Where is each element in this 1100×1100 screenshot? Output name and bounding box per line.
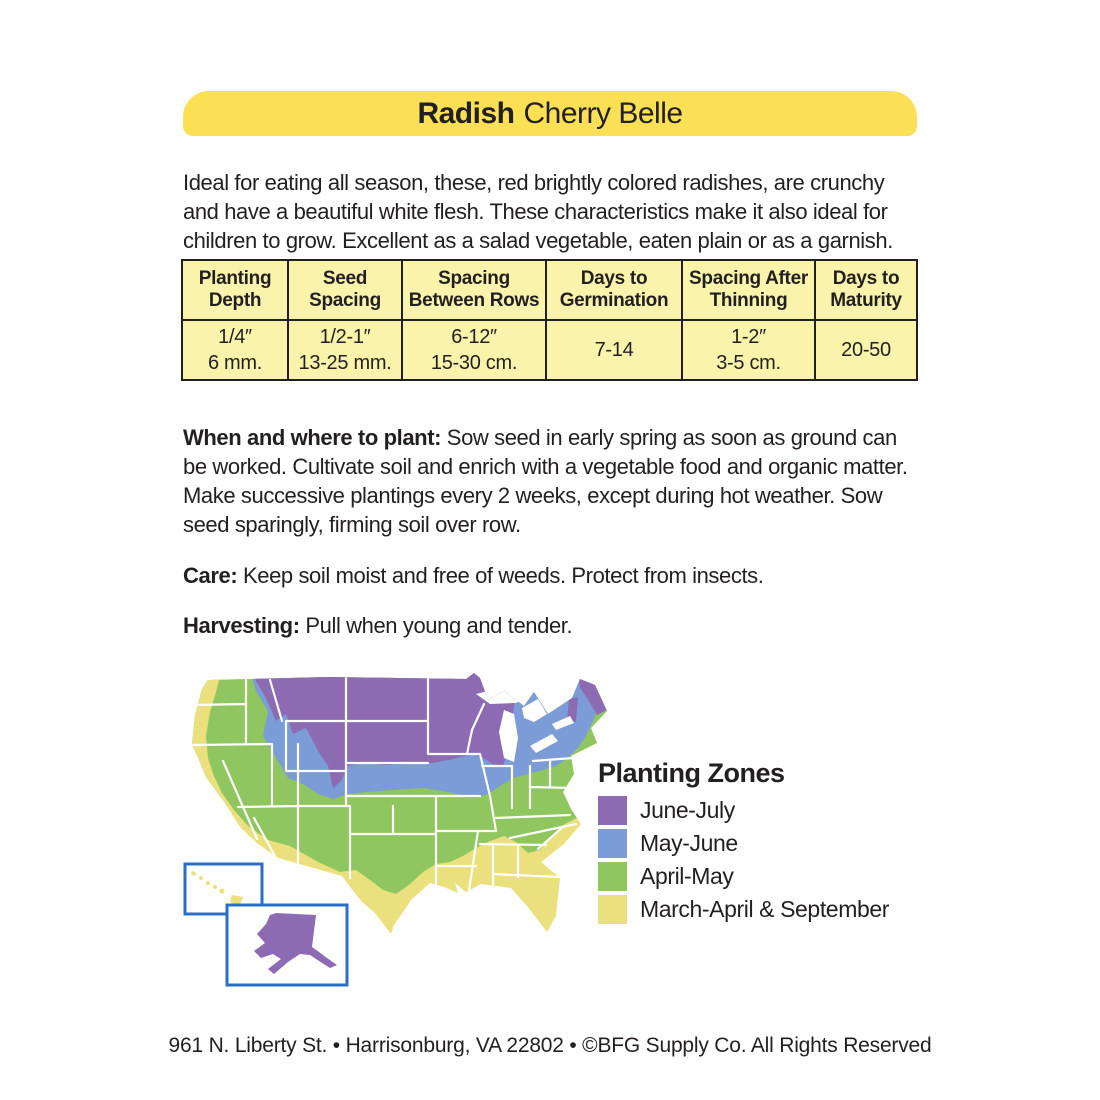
col-spacing-after-thinning: Spacing After Thinning [682, 260, 815, 320]
value-line: 3-5 cm. [716, 352, 781, 374]
legend-item [598, 894, 889, 924]
legend-swatch-june-july [598, 796, 627, 825]
value-line: 6 mm. [207, 352, 263, 374]
value-line: 13-25 mm. [298, 352, 392, 374]
planting-info-table [181, 259, 918, 381]
legend-swatch-april-may [598, 862, 627, 891]
map-legend [598, 758, 889, 927]
legend-item [598, 828, 889, 858]
footer-address: 961 N. Liberty St. • Harrisonburg, VA 22802 • ©BFG Supply Co. All Rights Reserved [168, 1034, 932, 1057]
when-where-paragraph [183, 423, 925, 539]
when-where-text: Sow seed in early spring as soon as ground can be worked. Cultivate soil and enrich with a vegetable food and organic matter. Make successive plantings every 2 weeks, except during hot weather. Sow seed sparingly, firming soil over row. [183, 425, 908, 537]
value-line: 20-50 [841, 339, 891, 361]
value-line: 7-14 [594, 339, 634, 361]
legend-label: May-June [640, 829, 738, 856]
cultivar-name: Cherry Belle [523, 96, 683, 130]
value-days-to-maturity [815, 320, 917, 380]
col-days-to-maturity: Days to Maturity [815, 260, 917, 320]
col-days-to-germination: Days to Germination [546, 260, 682, 320]
value-line: 1/4″ [218, 326, 252, 348]
when-where-label: When and where to plant: [183, 425, 442, 450]
description-paragraph: Ideal for eating all season, these, red brightly colored radishes, are crunchy and have a beautiful white flesh. These characteristics make it also ideal for children to grow. Excellent as a salad vegetable, eaten plain or as a garnish. [183, 170, 893, 253]
table-value-row [182, 320, 917, 380]
legend-item [598, 795, 889, 825]
col-planting-depth: Planting Depth [182, 260, 288, 320]
legend-swatch-may-june [598, 829, 627, 858]
harvesting-label: Harvesting: [183, 613, 300, 638]
care-label: Care: [183, 563, 238, 588]
care-text: Keep soil moist and free of weeds. Protect from insects. [237, 563, 764, 588]
value-line: 1-2″ [731, 326, 766, 348]
value-spacing-between-rows [402, 320, 546, 380]
title-banner [183, 91, 917, 136]
variety-name: Radish [417, 96, 515, 130]
care-paragraph [183, 561, 925, 590]
legend-title: Planting Zones [598, 758, 785, 788]
col-spacing-between-rows: Spacing Between Rows [402, 260, 546, 320]
value-planting-depth [182, 320, 288, 380]
value-seed-spacing [288, 320, 402, 380]
harvesting-text: Pull when young and tender. [299, 613, 573, 638]
legend-swatch-march-april-september [598, 895, 627, 924]
value-days-to-germination [546, 320, 682, 380]
value-line: 6-12″ [451, 326, 497, 348]
col-seed-spacing: Seed Spacing [288, 260, 402, 320]
value-line: 1/2-1″ [319, 326, 371, 348]
table-header-row [182, 260, 917, 320]
value-spacing-after-thinning [682, 320, 815, 380]
planting-zones-map [178, 666, 623, 1001]
value-line: 15-30 cm. [430, 352, 518, 374]
harvesting-paragraph [183, 611, 925, 640]
legend-label: June-July [640, 796, 735, 823]
legend-label: March-April & September [640, 895, 889, 922]
legend-label: April-May [640, 862, 734, 889]
legend-item [598, 861, 889, 891]
